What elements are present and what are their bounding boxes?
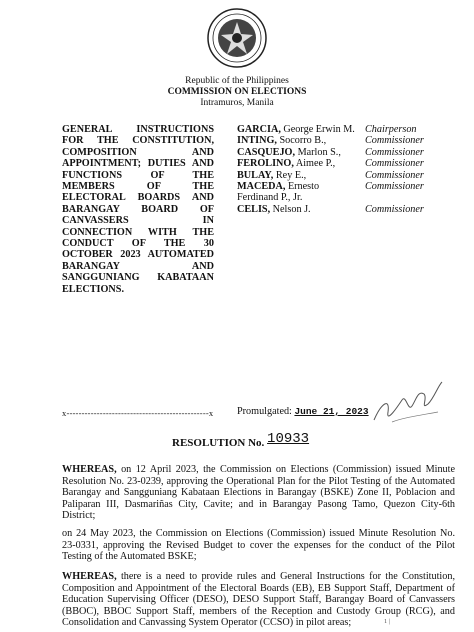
whereas-lead: WHEREAS, <box>62 571 117 582</box>
republic-line: Republic of the Philippines <box>185 76 289 86</box>
member-role: Chairperson <box>365 124 417 135</box>
address-line: Intramuros, Manila <box>200 98 274 108</box>
member-surname: BULAY, <box>237 169 274 181</box>
whereas-paragraph-3 <box>62 571 455 629</box>
handwritten-signature <box>368 372 448 432</box>
member-role: Commissioner <box>365 181 424 193</box>
member-surname: INTING, <box>237 135 277 147</box>
promulgated-date: June 21, 2023 <box>294 406 369 417</box>
member-row <box>237 158 453 169</box>
member-given: Aimee P., <box>293 158 336 170</box>
member-row <box>237 192 453 203</box>
resolution-title: GENERAL INSTRUCTIONS FOR THE CONSTITUTION, COMPOSITION AND APPOINTMENT; DUTIES AND FUNCTIONS OF THE MEMBERS OF THE ELECTORAL BOARDS AND BARANGAY BOARD OF CANVASSERS IN CONNECTION WITH THE CONDUCT OF THE 30 OCTOBER 2023 AUTOMATED BARANGAY AND SANGGUNIANG KABATAAN ELECTIONS. <box>62 124 214 295</box>
member-surname: CELIS, <box>237 203 271 215</box>
whereas-lead: WHEREAS, <box>62 464 117 475</box>
commission-members <box>237 124 453 215</box>
member-given: Socorro B., <box>276 135 327 147</box>
comelec-seal-icon <box>207 8 267 68</box>
member-surname: GARCIA, <box>237 124 281 135</box>
member-given: Marlon S., <box>295 146 341 158</box>
resolution-label: RESOLUTION No. <box>172 437 268 449</box>
member-role: Commissioner <box>365 135 424 147</box>
member-given: Nelson J. <box>270 203 311 215</box>
member-given: Rey E., <box>273 169 307 181</box>
member-row <box>237 170 453 181</box>
resolution-no: 10933 <box>267 431 310 447</box>
member-surname: CASQUEJO, <box>237 146 296 158</box>
member-row <box>237 135 453 146</box>
member-row <box>237 204 453 215</box>
member-given: Ernesto <box>285 181 320 193</box>
member-row <box>237 147 453 158</box>
member-role: Commissioner <box>365 203 424 215</box>
member-role: Commissioner <box>365 158 424 170</box>
promulgated-label: Promulgated: <box>237 406 295 417</box>
commission-name: COMMISSION ON ELECTIONS <box>167 87 307 97</box>
paragraph-text: there is a need to provide rules and General Instructions for the Constitution, Composition and Appointment of the Electoral Boards (EB), EB Support Staff, Department of Education Supervising Officer (DESO), DESO Support Staff, Barangay Board of Canvassers (BBOC), BBOC Support Staff, members of the Reception and Custody Group (RCG), and Consolidation and Canvassing System Operator (CCSO) in pilot areas; <box>62 571 455 629</box>
member-row <box>237 181 453 192</box>
member-surname: MACEDA, <box>237 181 286 193</box>
paragraph-text: on 12 April 2023, the Commission on Elections (Commission) issued Minute Resolution No. 23-0239, approving the Operational Plan for the Pilot Testing of the Automated Barangay and Sangguniang Kabataan Elections in Barangay (BSKE) Zone II, Poblacion and Paliparan III, Dasmariñas City, Cavite; and in Barangay Pasong Tamo, Quezon City-6th District; <box>62 464 455 522</box>
whereas-paragraph-1 <box>62 464 455 522</box>
whereas-paragraph-2 <box>62 528 455 563</box>
member-given: George Erwin M. <box>280 124 355 135</box>
paragraph-text: on 24 May 2023, the Commission on Elections (Commission) issued Minute Resolution No. 23-0331, approving the Revised Budget to cover the expenses for the conduct of the Pilot Testing of the Automated BSKE; <box>62 528 455 563</box>
member-role: Commissioner <box>365 169 424 181</box>
member-row <box>237 124 453 135</box>
resolution-number <box>172 431 310 451</box>
member-surname: FEROLINO, <box>237 158 294 170</box>
separator-line: x-----------------------------------------------x <box>62 408 214 418</box>
page-number: 1 | <box>384 618 391 625</box>
promulgation <box>237 406 369 417</box>
member-role: Commissioner <box>365 146 424 158</box>
member-given: Ferdinand P., Jr. <box>237 192 303 204</box>
letterhead <box>0 76 474 109</box>
